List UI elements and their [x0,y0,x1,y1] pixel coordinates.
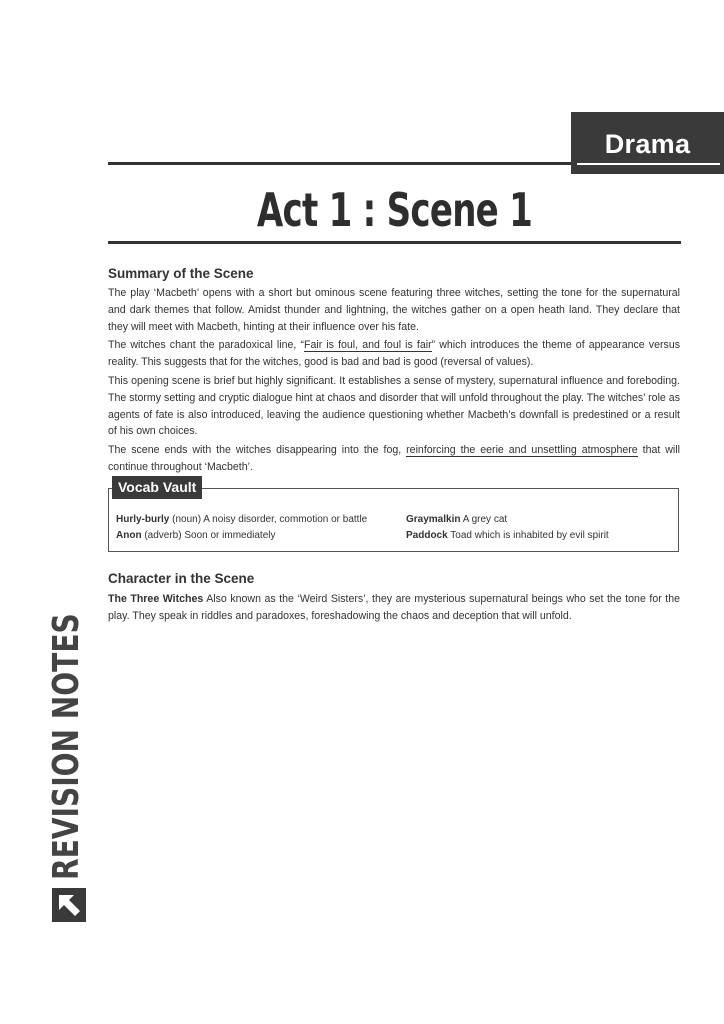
vocab-term: Graymalkin [406,514,461,525]
section-tab [571,112,724,174]
character-section [108,570,680,627]
section-label: Drama [604,129,691,159]
vocab-definition: A grey cat [460,514,508,525]
side-label-text: REVISION NOTES [46,613,87,880]
p4-after: that will continue throughout ‘Macbeth’. [108,444,680,473]
p4-before: The scene ends with the witches disappearing into the fog, [108,444,407,457]
character-description: Also known as the ‘Weird Sisters’, they are mysterious supernatural beings who set the tone for the play. They speak in riddles and paradoxes, foreshadowing the chaos and deception that will unfold. [108,593,680,622]
vocab-item [116,529,276,543]
vocab-item [406,513,507,527]
vocab-definition: (adverb) Soon or immediately [141,530,276,541]
arrow-up-left-glyph [52,888,86,922]
p2-after: ” which introduces the theme of appearance versus reality. This suggests that for the witches, good is bad and bad is good (reversal of values). [108,339,681,369]
summary-paragraph-2 [108,337,680,371]
summary-paragraph-3: This opening scene is brief but highly significant. It establishes a sense of mystery, supernatural influence and foreboding. The stormy setting and cryptic dialogue hint at chaos and disorder that will unfold throughout the play. The witches’ role as agents of fate is also introduced, leaving the audience questioning whether Macbeth’s downfall is predestined or a result of his own choices. [108,374,680,438]
summary-paragraph-4 [108,442,680,476]
side-label [48,538,86,880]
page-title: Act 1 : Scene 1 [256,183,533,237]
vocab-term: Anon [116,530,142,541]
top-rule [108,162,574,165]
character-heading: Character in the Scene [108,571,255,586]
vocab-term: Hurly-burly [116,514,170,525]
summary-section [108,265,680,478]
vocab-term: Paddock [406,530,448,541]
p4-underlined: reinforcing the eerie and unsettling atmosphere [406,444,638,457]
title-rule [108,241,681,244]
vocab-definition: (noun) A noisy disorder, commotion or battle [169,514,368,525]
character-paragraph [108,591,680,625]
p2-before: The witches chant the paradoxical line, “ [108,339,304,352]
vocab-title: Vocab Vault [112,476,202,499]
vocab-item [406,529,609,543]
vocab-item [116,513,367,527]
vocab-definition: Toad which is inhabited by evil spirit [447,530,609,541]
quote-underlined: Fair is foul, and foul is fair [303,339,432,352]
section-underline [577,163,720,165]
arrow-up-left-icon [52,888,86,922]
summary-heading: Summary of the Scene [108,266,254,281]
character-name: The Three Witches [108,593,204,605]
summary-paragraph-1: The play ‘Macbeth’ opens with a short but ominous scene featuring three witches, setting the tone for the supernatural and dark themes that follow. Amidst thunder and lightning, the witches gather on a open heath land. They declare that they will meet with Macbeth, hinting at their influence over his fate. [108,287,680,333]
